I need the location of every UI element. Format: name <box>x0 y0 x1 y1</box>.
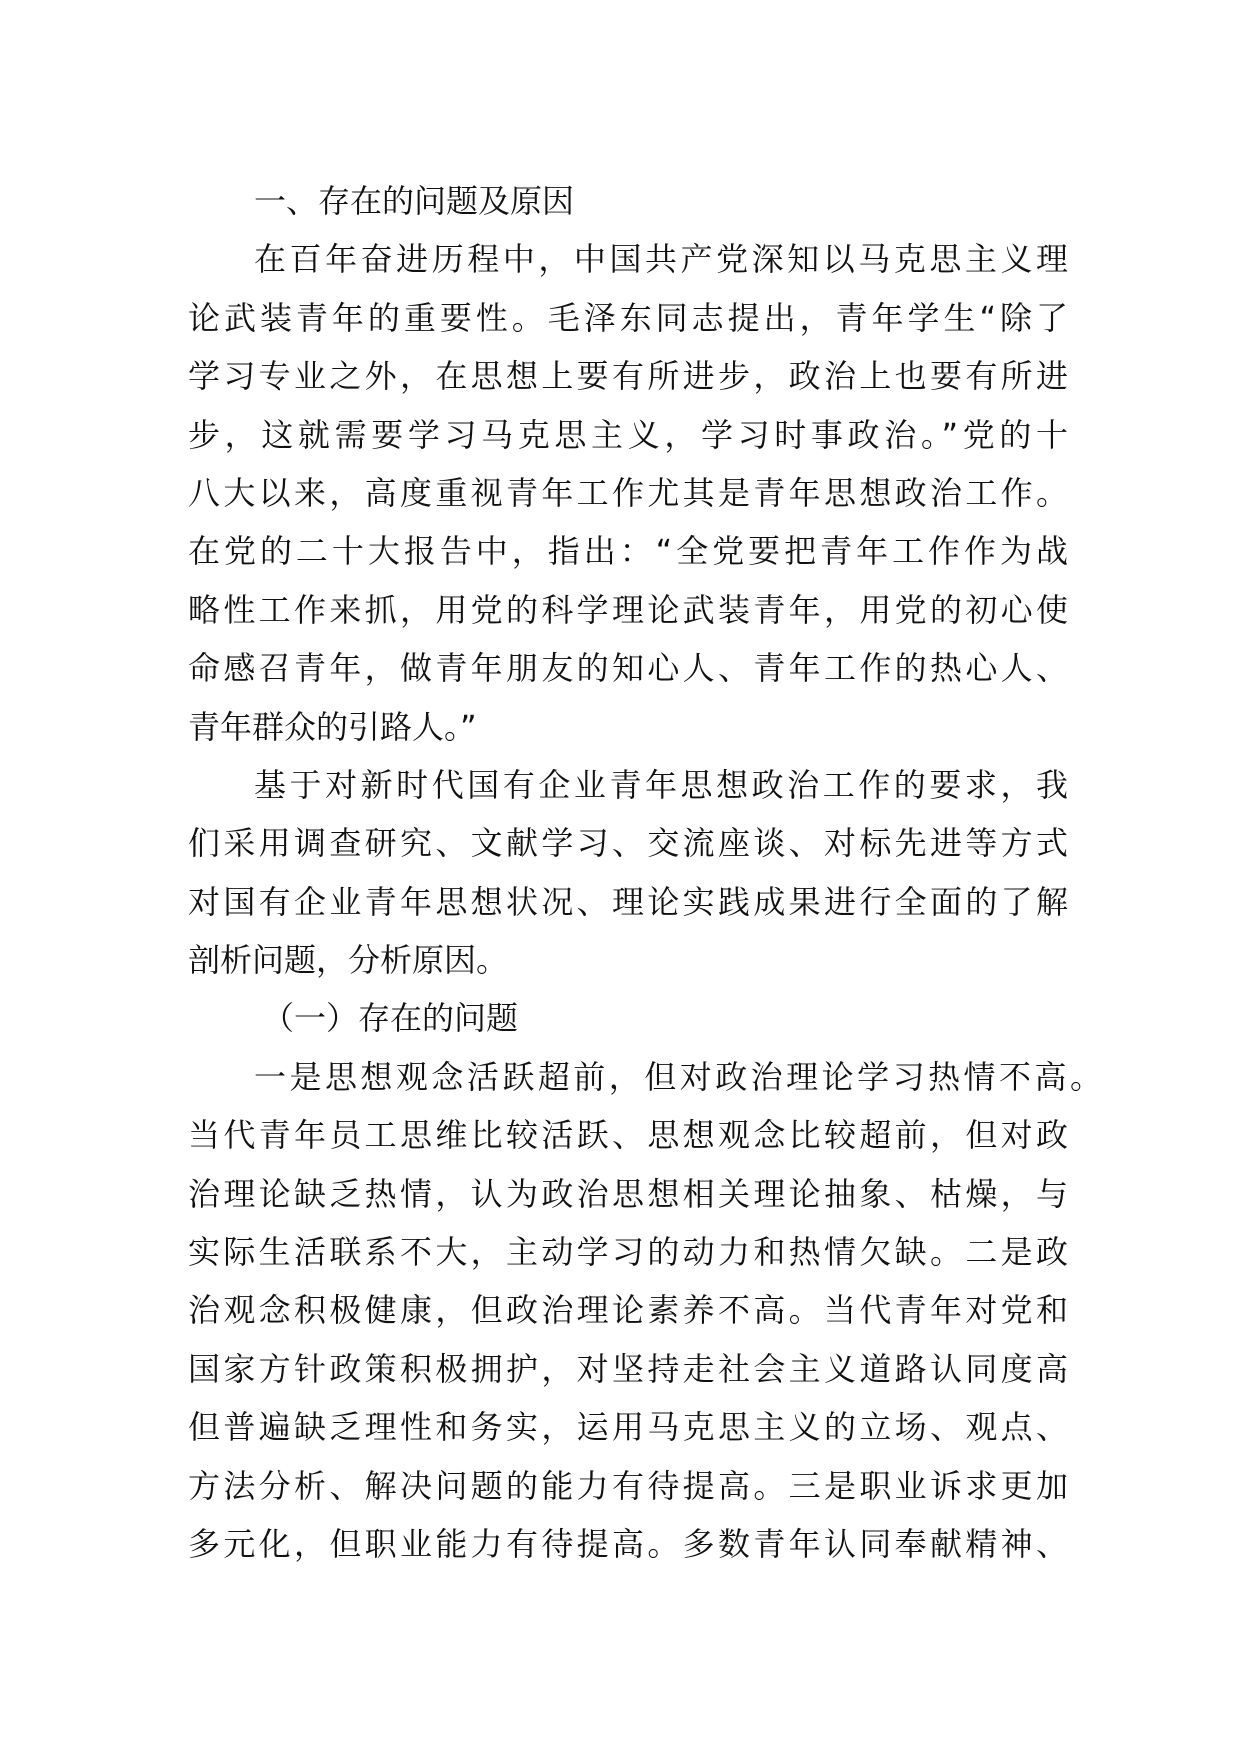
paragraph-line: 命感召青年，做青年朋友的知心人、青年工作的热心人、 <box>188 649 1068 688</box>
paragraph-line: 略性工作来抓，用党的科学理论武装青年，用党的初心使 <box>188 590 1068 629</box>
paragraph-line: 治观念积极健康，但政治理论素养不高。当代青年对党和 <box>188 1291 1068 1330</box>
paragraph-line: 步，这就需要学习马克思主义，学习时事政治。”党的十 <box>188 415 1068 454</box>
paragraph-line: 们采用调查研究、文献学习、交流座谈、对标先进等方式 <box>188 824 1068 863</box>
paragraph-line: 青年群众的引路人。” <box>188 707 477 746</box>
paragraph-line: 学习专业之外，在思想上要有所进步，政治上也要有所进 <box>188 357 1068 396</box>
paragraph-line: 当代青年员工思维比较活跃、思想观念比较超前，但对政 <box>188 1116 1068 1155</box>
paragraph-line: 论武装青年的重要性。毛泽东同志提出，青年学生“除了 <box>188 298 1068 337</box>
paragraph-line: 在百年奋进历程中，中国共产党深知以马克思主义理 <box>254 240 1068 279</box>
paragraph-line: 方法分析、解决问题的能力有待提高。三是职业诉求更加 <box>188 1466 1068 1505</box>
paragraph-line: 国家方针政策积极拥护，对坚持走社会主义道路认同度高 <box>188 1349 1068 1388</box>
paragraph-line: 治理论缺乏热情，认为政治思想相关理论抽象、枯燥，与 <box>188 1174 1068 1213</box>
paragraph-line: 实际生活联系不大，主动学习的动力和热情欠缺。二是政 <box>188 1233 1068 1272</box>
subsection-heading: （一）存在的问题 <box>262 999 519 1038</box>
paragraph-line: 基于对新时代国有企业青年思想政治工作的要求，我 <box>254 765 1068 804</box>
section-heading: 一、存在的问题及原因 <box>254 182 575 220</box>
paragraph-line: 多元化，但职业能力有待提高。多数青年认同奉献精神、 <box>188 1524 1068 1563</box>
paragraph-line: 一是思想观念活跃超前，但对政治理论学习热情不高。 <box>254 1057 1102 1096</box>
paragraph-line: 在党的二十大报告中，指出：“全党要把青年工作作为战 <box>188 532 1068 571</box>
paragraph-line: 八大以来，高度重视青年工作尤其是青年思想政治工作。 <box>188 473 1068 512</box>
paragraph-line: 剖析问题，分析原因。 <box>188 941 509 980</box>
document-body <box>188 172 1102 1573</box>
paragraph-line: 对国有企业青年思想状况、理论实践成果进行全面的了解 <box>188 882 1068 921</box>
paragraph-line: 但普遍缺乏理性和务实，运用马克思主义的立场、观点、 <box>188 1408 1068 1447</box>
